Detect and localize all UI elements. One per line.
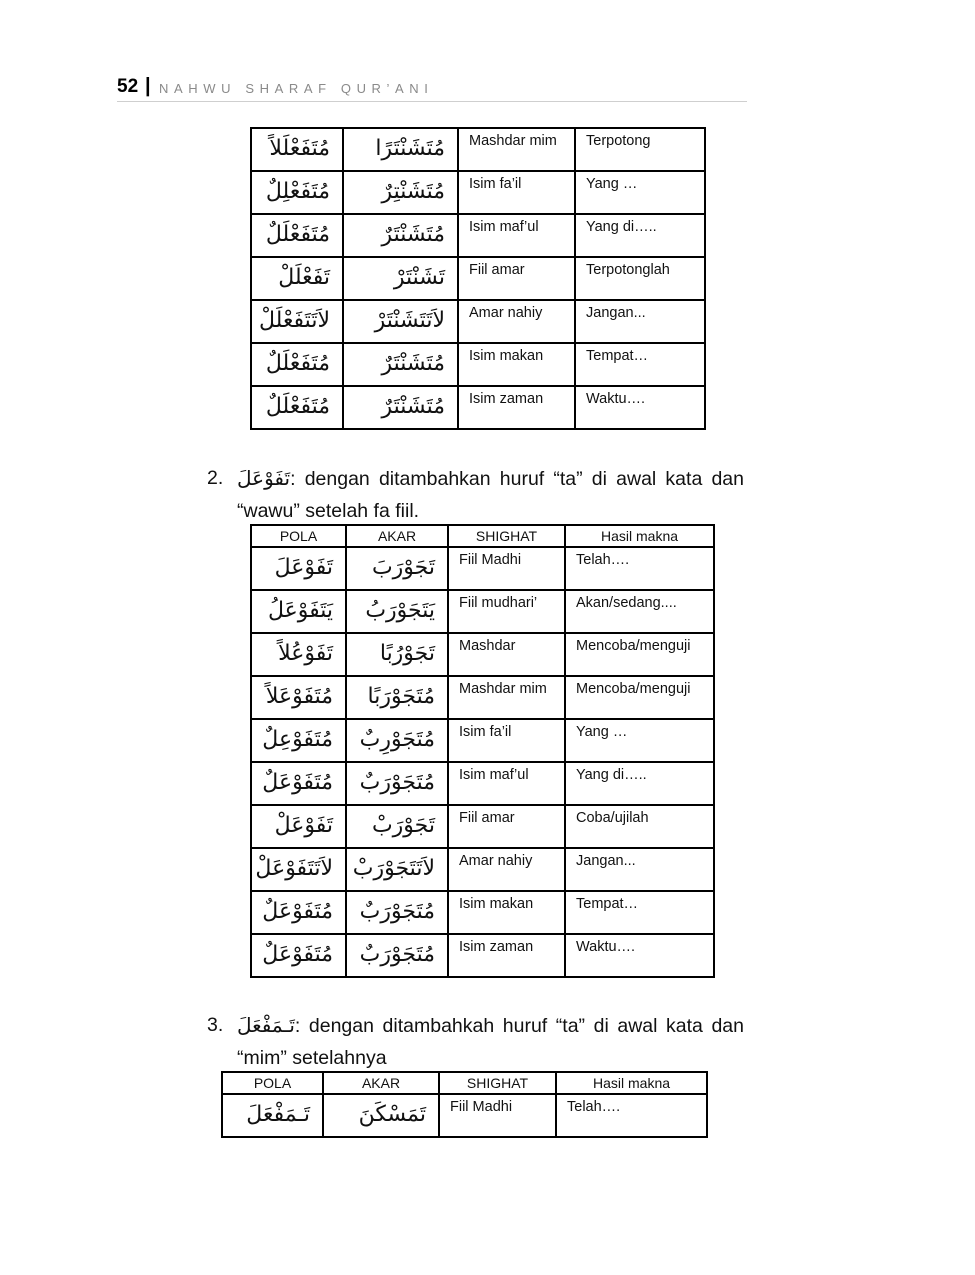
pola-cell: مُتَفَعْلَلٌ [251, 386, 343, 429]
item-line-1 [237, 1008, 744, 1043]
makna-cell: Terpotong [575, 128, 705, 171]
conjugation-table-2 [250, 524, 715, 978]
shighat-cell: Isim zaman [448, 934, 565, 977]
shighat-cell: Fiil Madhi [439, 1094, 556, 1137]
pola-cell: مُتَفَعْلَلٌ [251, 214, 343, 257]
shighat-cell: Fiil amar [448, 805, 565, 848]
table-row [251, 386, 705, 429]
shighat-cell: Isim zaman [458, 386, 575, 429]
header-akar: AKAR [346, 525, 448, 547]
pola-cell: مُتَفَعْلَلٌ [251, 343, 343, 386]
shighat-cell: Fiil amar [458, 257, 575, 300]
item-arabic-pattern: تَفَوْعَلَ [237, 466, 291, 490]
item-line-2: “mim” setelahnya [237, 1047, 387, 1069]
table-row [251, 805, 714, 848]
header-shighat: SHIGHAT [448, 525, 565, 547]
akar-cell: مُتَشَنْتَرًا [343, 128, 458, 171]
table-row [222, 1094, 707, 1137]
table-row [251, 128, 705, 171]
shighat-cell: Fiil Madhi [448, 547, 565, 590]
pola-cell: مُتَفَوْعَلاً [251, 676, 346, 719]
makna-cell: Waktu…. [565, 934, 714, 977]
akar-cell: تَجَوْرَبَ [346, 547, 448, 590]
makna-cell: Coba/ujilah [565, 805, 714, 848]
page-number: 52 [117, 76, 139, 97]
akar-cell: تَجَوْرُبًا [346, 633, 448, 676]
shighat-cell: Isim fa’il [458, 171, 575, 214]
akar-cell: مُتَجَوْرَبٌ [346, 891, 448, 934]
shighat-cell: Isim maf’ul [448, 762, 565, 805]
table-row [251, 891, 714, 934]
akar-cell: مُتَجَوْرِبٌ [346, 719, 448, 762]
item-description: : dengan ditambahkan huruf “ta” di awal kata dan [290, 468, 744, 490]
pola-cell: تَـمَفْعَلَ [222, 1094, 323, 1137]
item-number: 2. [207, 467, 224, 489]
header-separator: | [145, 75, 151, 97]
item-line-1 [237, 461, 744, 496]
item-description: : dengan ditambahkah huruf “ta” di awal kata dan [294, 1015, 744, 1037]
akar-cell: مُتَشَنْتَرٌ [343, 214, 458, 257]
table-row [251, 719, 714, 762]
akar-cell: لاَتَتَشَنْتَرْ [343, 300, 458, 343]
makna-cell: Yang … [575, 171, 705, 214]
pola-cell: لاَتَتَفَوْعَلْ [251, 848, 346, 891]
pola-cell: مُتَفَوْعَلٌ [251, 934, 346, 977]
shighat-cell: Mashdar [448, 633, 565, 676]
item-2-paragraph [207, 461, 747, 531]
akar-cell: يَتَجَوْرَبُ [346, 590, 448, 633]
akar-cell: مُتَجَوْرَبٌ [346, 934, 448, 977]
akar-cell: لاَتَتَجَوْرَبْ [346, 848, 448, 891]
akar-cell: مُتَجَوْرَبٌ [346, 762, 448, 805]
item-arabic-pattern: تَـمَفْعَلَ [237, 1013, 295, 1037]
book-title: NAHWU SHARAF QUR’ANI [159, 81, 434, 96]
makna-cell: Mencoba/menguji [565, 633, 714, 676]
shighat-cell: Amar nahiy [458, 300, 575, 343]
header-makna: Hasil makna [565, 525, 714, 547]
makna-cell: Tempat… [565, 891, 714, 934]
table-header-row [222, 1072, 707, 1094]
table-row [251, 934, 714, 977]
pola-cell: تَفَوْعَلْ [251, 805, 346, 848]
akar-cell: مُتَجَوْرَبًا [346, 676, 448, 719]
makna-cell: Jangan... [565, 848, 714, 891]
pola-cell: تَفَوْعَلَ [251, 547, 346, 590]
makna-cell: Yang di….. [565, 762, 714, 805]
shighat-cell: Mashdar mim [458, 128, 575, 171]
header-makna: Hasil makna [556, 1072, 707, 1094]
table-row [251, 214, 705, 257]
item-number: 3. [207, 1014, 224, 1036]
table-row [251, 171, 705, 214]
makna-cell: Jangan... [575, 300, 705, 343]
table-row [251, 547, 714, 590]
pola-cell: مُتَفَعْلِلٌ [251, 171, 343, 214]
akar-cell: تَشَنْتَرْ [343, 257, 458, 300]
conjugation-table-1 [250, 127, 706, 430]
header-pola: POLA [251, 525, 346, 547]
makna-cell: Terpotonglah [575, 257, 705, 300]
makna-cell: Akan/sedang.... [565, 590, 714, 633]
pola-cell: تَفَوْعُلاً [251, 633, 346, 676]
makna-cell: Tempat… [575, 343, 705, 386]
pola-cell: لاَتَتَفَعْلَلْ [251, 300, 343, 343]
makna-cell: Telah…. [565, 547, 714, 590]
table-row [251, 633, 714, 676]
pola-cell: مُتَفَوْعَلٌ [251, 891, 346, 934]
header-shighat: SHIGHAT [439, 1072, 556, 1094]
akar-cell: مُتَشَنْتِرٌ [343, 171, 458, 214]
pola-cell: مُتَفَوْعِلٌ [251, 719, 346, 762]
makna-cell: Telah…. [556, 1094, 707, 1137]
pola-cell: مُتَفَعْلَلاً [251, 128, 343, 171]
table-row [251, 762, 714, 805]
conjugation-table-3 [221, 1071, 708, 1138]
table-header-row [251, 525, 714, 547]
makna-cell: Waktu…. [575, 386, 705, 429]
makna-cell: Yang … [565, 719, 714, 762]
header-pola: POLA [222, 1072, 323, 1094]
shighat-cell: Amar nahiy [448, 848, 565, 891]
table-row [251, 257, 705, 300]
akar-cell: تَجَوْرَبْ [346, 805, 448, 848]
shighat-cell: Isim makan [448, 891, 565, 934]
header-akar: AKAR [323, 1072, 439, 1094]
makna-cell: Mencoba/menguji [565, 676, 714, 719]
item-line-2: “wawu” setelah fa fiil. [237, 500, 420, 522]
akar-cell: تَمَسْكَنَ [323, 1094, 439, 1137]
table-row [251, 848, 714, 891]
pola-cell: يَتَفَوْعَلُ [251, 590, 346, 633]
shighat-cell: Fiil mudhari’ [448, 590, 565, 633]
page-header [117, 76, 747, 102]
shighat-cell: Isim makan [458, 343, 575, 386]
table-row [251, 343, 705, 386]
akar-cell: مُتَشَنْتَرٌ [343, 386, 458, 429]
pola-cell: تَفَعْلَلْ [251, 257, 343, 300]
table-row [251, 590, 714, 633]
shighat-cell: Isim fa’il [448, 719, 565, 762]
table-row [251, 676, 714, 719]
shighat-cell: Mashdar mim [448, 676, 565, 719]
shighat-cell: Isim maf’ul [458, 214, 575, 257]
akar-cell: مُتَشَنْتَرٌ [343, 343, 458, 386]
pola-cell: مُتَفَوْعَلٌ [251, 762, 346, 805]
makna-cell: Yang di….. [575, 214, 705, 257]
item-3-paragraph [207, 1008, 747, 1078]
table-row [251, 300, 705, 343]
